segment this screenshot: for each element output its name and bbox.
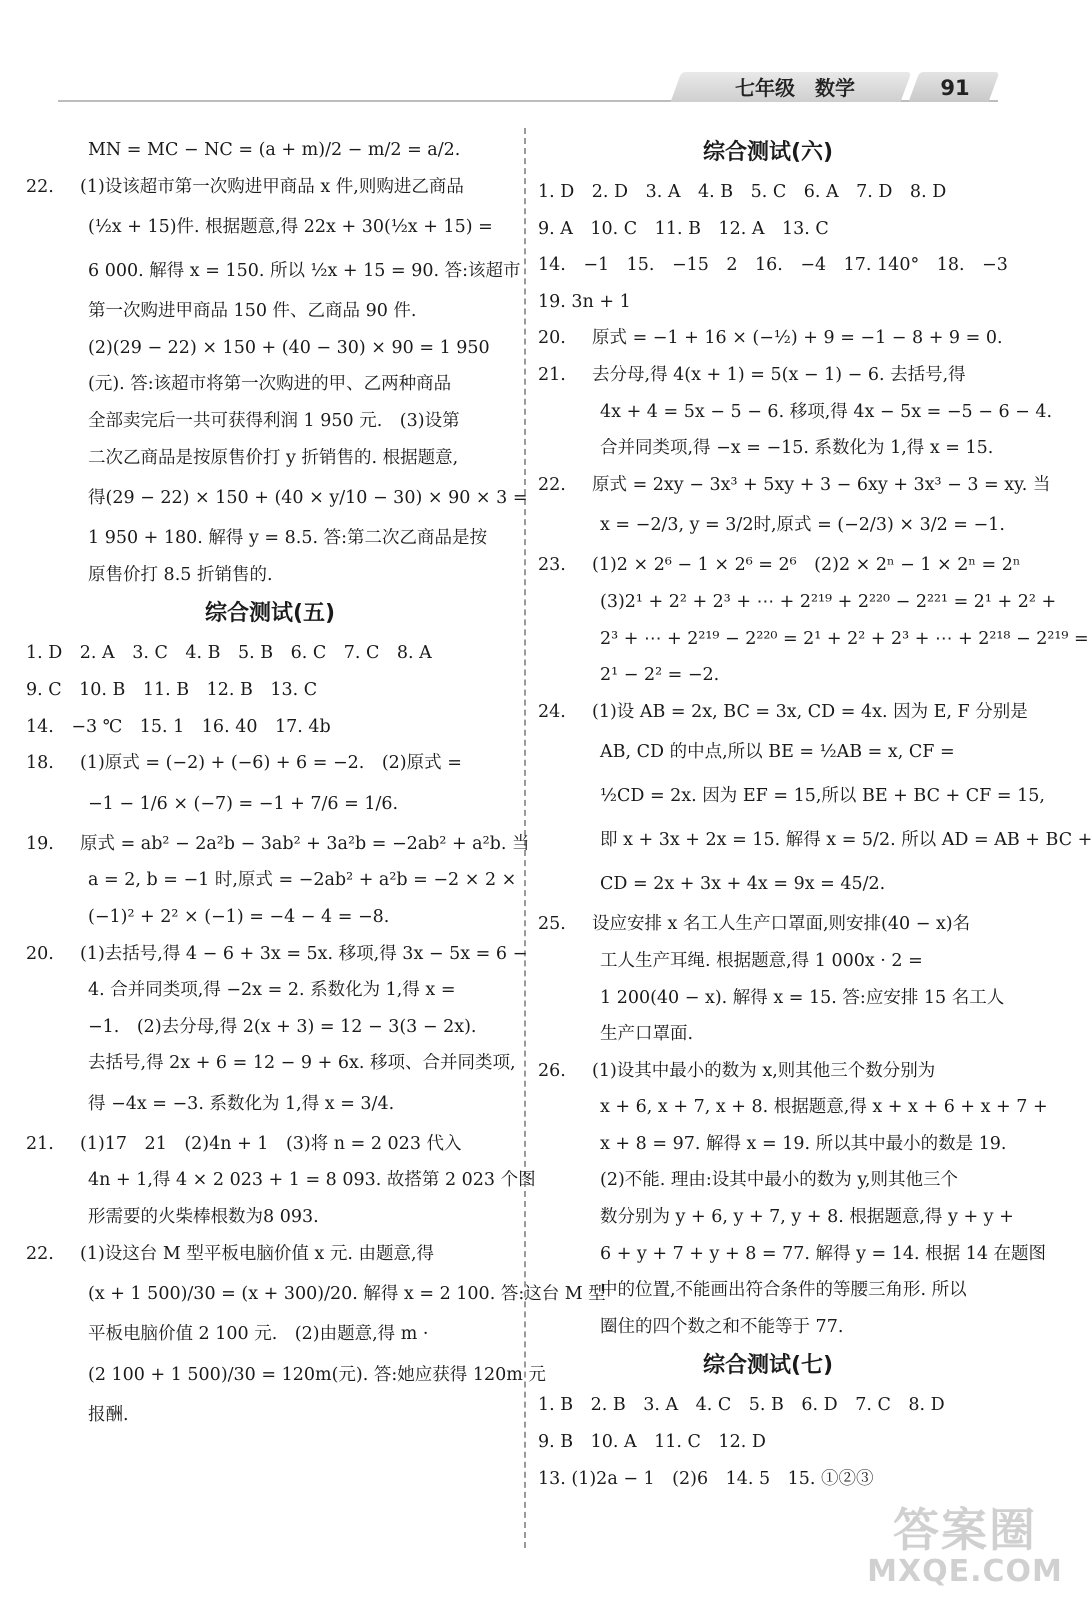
answer-text: (1)设 AB = 2x, BC = 3x, CD = 4x. 因为 E, F 分别是 — [592, 701, 1028, 722]
answer-line: 二次乙商品是按原售价打 y 折销售的. 根据题意, — [88, 447, 459, 468]
question-number: 25. — [538, 914, 566, 935]
answer-line — [538, 906, 998, 943]
answer-line: ½CD = 2x. 因为 EF = 15,所以 BE + BC + CF = 15, — [600, 786, 1045, 807]
answer-line: 14. −3 ℃ 15. 1 16. 40 17. 4b — [26, 716, 331, 737]
answer-line: −1. (2)去分母,得 2(x + 3) = 12 − 3(3 − 2x). — [88, 1016, 477, 1037]
watermark-bottom: MXQE.COM — [867, 1554, 1063, 1589]
answer-text: (1)17 21 (2)4n + 1 (3)将 n = 2 023 代入 — [80, 1133, 462, 1154]
answer-line: 原售价打 8.5 折销售的. — [88, 564, 273, 585]
answer-line: 工人生产耳绳. 根据题意,得 1 000x · 2 = — [600, 950, 923, 971]
answer-line: 1 950 + 180. 解得 y = 8.5. 答:第二次乙商品是按 — [88, 528, 488, 549]
answer-line: MN = MC − NC = (a + m)/2 − m/2 = a/2. — [88, 140, 461, 160]
answer-line: 1 200(40 − x). 解得 x = 15. 答:应安排 15 名工人 — [600, 987, 1005, 1008]
answer-text: 去分母,得 4(x + 1) = 5(x − 1) − 6. 去括号,得 — [592, 364, 966, 385]
answer-text: (1)去括号,得 4 − 6 + 3x = 5x. 移项,得 3x − 5x = 6 − — [80, 943, 528, 964]
answer-line: 全部卖完后一共可获得利润 1 950 元. (3)设第 — [88, 410, 460, 431]
answer-line: 合并同类项,得 −x = −15. 系数化为 1,得 x = 15. — [600, 438, 994, 459]
answer-line — [26, 936, 528, 973]
section-title: 综合测试(六) — [702, 140, 834, 165]
answer-line — [26, 745, 514, 782]
answer-line: (2 100 + 1 500)/30 = 120m(元). 答:她应获得 120m 元 — [88, 1364, 546, 1385]
answer-line: 9. B 10. A 11. C 12. D — [538, 1432, 766, 1453]
answer-line: 去括号,得 2x + 6 = 12 − 9 + 6x. 移项、合并同类项, — [88, 1053, 516, 1074]
answer-line — [26, 826, 530, 863]
watermark-logo — [845, 1505, 1085, 1595]
answer-text: (1)设这台 M 型平板电脑价值 x 元. 由题意,得 — [80, 1243, 435, 1264]
question-number: 22. — [26, 176, 54, 197]
question-number: 26. — [538, 1060, 566, 1081]
watermark-top: 答案圈 — [893, 1503, 1037, 1557]
answer-line — [538, 547, 1021, 584]
answer-text: 原式 = −1 + 16 × (−½) + 9 = −1 − 8 + 9 = 0. — [592, 328, 1003, 349]
question-number: 23. — [538, 555, 566, 576]
question-number: 21. — [26, 1133, 54, 1154]
answer-line: 4. 合并同类项,得 −2x = 2. 系数化为 1,得 x = — [88, 980, 456, 1001]
answer-line: 6 000. 解得 x = 150. 所以 ½x + 15 = 90. 答:该超市 — [88, 261, 521, 282]
answer-line: 得 −4x = −3. 系数化为 1,得 x = 3/4. — [88, 1093, 395, 1114]
question-number: 18. — [26, 753, 54, 774]
answer-text: 设应安排 x 名工人生产口罩面,则安排(40 − x)名 — [592, 914, 971, 935]
answer-text: (1)原式 = (−2) + (−6) + 6 = −2. (2)原式 = — [80, 753, 462, 774]
answer-line — [26, 1236, 514, 1273]
answer-text: 原式 = 2xy − 3x³ + 5xy + 3 − 6xy + 3x³ − 3 = xy. 当 — [592, 474, 1051, 495]
section-title: 综合测试(五) — [204, 601, 336, 627]
section-title: 综合测试(七) — [702, 1353, 834, 1379]
question-number: 20. — [26, 943, 54, 964]
answer-line: 14. −1 15. −15 2 16. −4 17. 140° 18. −3 — [538, 255, 1008, 276]
answer-line: (−1)² + 2² × (−1) = −4 − 4 = −8. — [88, 906, 390, 927]
question-number: 19. — [26, 833, 54, 854]
answer-line — [26, 169, 514, 206]
question-number: 24. — [538, 701, 566, 722]
answer-line: AB, CD 的中点,所以 BE = ½AB = x, CF = — [600, 742, 955, 763]
answer-text: (1)设其中最小的数为 x,则其他三个数分别为 — [592, 1060, 936, 1081]
page-number: 91 — [940, 76, 970, 100]
answer-line: (元). 答:该超市将第一次购进的甲、乙两种商品 — [88, 374, 452, 395]
answer-line — [538, 694, 1028, 731]
answer-line: 报酬. — [88, 1404, 129, 1425]
answer-line: 圈住的四个数之和不能等于 77. — [600, 1316, 844, 1337]
answer-text: (1)2 × 2⁶ − 1 × 2⁶ = 2⁶ (2)2 × 2ⁿ − 1 × 2ⁿ = 2ⁿ — [592, 555, 1021, 576]
answer-text: 原式 = ab² − 2a²b − 3ab² + 3a²b = −2ab² + a²b. 当 — [80, 833, 530, 854]
answer-line — [538, 357, 998, 394]
running-header: 七年级 数学 — [735, 76, 855, 100]
answer-line: 生产口罩面. — [600, 1024, 694, 1045]
question-number: 22. — [26, 1243, 54, 1264]
answer-text: (1)设该超市第一次购进甲商品 x 件,则购进乙商品 — [80, 176, 464, 197]
answer-line: 即 x + 3x + 2x = 15. 解得 x = 5/2. 所以 AD = AB + BC + — [600, 830, 1092, 851]
answer-line: a = 2, b = −1 时,原式 = −2ab² + a²b = −2 × 2 × — [88, 870, 517, 891]
answer-line: CD = 2x + 3x + 4x = 9x = 45/2. — [600, 874, 886, 895]
answer-line: (½x + 15)件. 根据题意,得 22x + 30(½x + 15) = — [88, 217, 493, 238]
answer-line: 6 + y + 7 + y + 8 = 77. 解得 y = 14. 根据 14 在题图 — [600, 1243, 1047, 1264]
answer-line: 平板电脑价值 2 100 元. (2)由题意,得 m · — [88, 1324, 429, 1345]
answer-line: 数分别为 y + 6, y + 7, y + 8. 根据题意,得 y + y + — [600, 1207, 1014, 1228]
question-number: 22. — [538, 474, 566, 495]
answer-line: (2)(29 − 22) × 150 + (40 − 30) × 90 = 1 950 — [88, 337, 490, 358]
answer-line: x + 6, x + 7, x + 8. 根据题意,得 x + x + 6 + x + 7 + — [600, 1097, 1048, 1118]
answer-line: 4x + 4 = 5x − 5 − 6. 移项,得 4x − 5x = −5 − 6 − 4. — [600, 401, 1053, 422]
right-column — [538, 132, 1092, 1497]
answer-line: 中的位置,不能画出符合条件的等腰三角形. 所以 — [600, 1280, 967, 1301]
answer-line: 19. 3n + 1 — [538, 291, 631, 312]
answer-line — [26, 1126, 514, 1163]
answer-line — [538, 320, 1003, 357]
answer-line: (2)不能. 理由:设其中最小的数为 y,则其他三个 — [600, 1170, 958, 1191]
answer-line: 9. C 10. B 11. B 12. B 13. C — [26, 679, 318, 700]
answer-line: (x + 1 500)/30 = (x + 300)/20. 解得 x = 2 100. 答:这台 M 型 — [88, 1284, 606, 1305]
answer-line: −1 − 1/6 × (−7) = −1 + 7/6 = 1/6. — [88, 793, 399, 814]
answer-line — [538, 1053, 998, 1090]
answer-line: 2¹ − 2² = −2. — [600, 665, 720, 686]
answer-line: 1. B 2. B 3. A 4. C 5. B 6. D 7. C 8. D — [538, 1395, 945, 1416]
answer-line: 2³ + ⋯ + 2²¹⁹ − 2²²⁰ = 2¹ + 2² + 2³ + ⋯ + 2²¹⁸ − 2²¹⁹ = — [600, 628, 1089, 649]
answer-line: x + 8 = 97. 解得 x = 19. 所以其中最小的数是 19. — [600, 1133, 1007, 1154]
answer-line: 9. A 10. C 11. B 12. A 13. C — [538, 218, 829, 239]
answer-line — [538, 467, 1051, 504]
answer-line: (3)2¹ + 2² + 2³ + ⋯ + 2²¹⁹ + 2²²⁰ − 2²²¹ = 2¹ + 2² + — [600, 591, 1057, 612]
answer-line: 第一次购进甲商品 150 件、乙商品 90 件. — [88, 301, 417, 322]
question-number: 21. — [538, 364, 566, 385]
answer-line: 13. (1)2a − 1 (2)6 14. 5 15. ①②③ — [538, 1468, 874, 1489]
answer-line: 形需要的火柴棒根数为8 093. — [88, 1207, 319, 1228]
answer-line: x = −2/3, y = 3/2时,原式 = (−2/3) × 3/2 = −1. — [600, 515, 1005, 536]
answer-line: 4n + 1,得 4 × 2 023 + 1 = 8 093. 故搭第 2 023 个图 — [88, 1170, 536, 1191]
question-number: 20. — [538, 328, 566, 349]
answer-line: 1. D 2. A 3. C 4. B 5. B 6. C 7. C 8. A — [26, 643, 432, 664]
answer-line: 得(29 − 22) × 150 + (40 × y/10 − 30) × 90 × 3 = — [88, 488, 528, 509]
answer-line: 1. D 2. D 3. A 4. B 5. C 6. A 7. D 8. D — [538, 182, 947, 202]
